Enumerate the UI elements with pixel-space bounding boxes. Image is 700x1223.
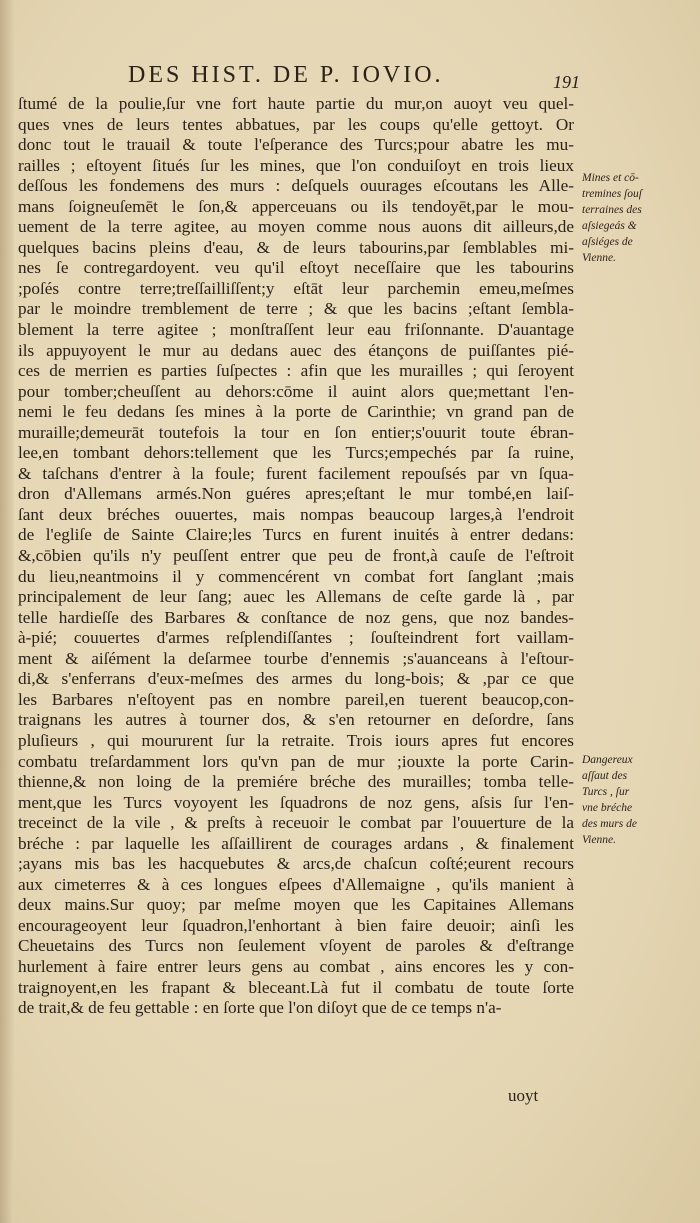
text-line: de l'egliſe de Sainte Claire;les Turcs en furent inuités à entrer dedans: xyxy=(18,525,574,545)
text-line: treceinct de la vile , & preſts à receuoir le combat par l'ouuerture de la xyxy=(18,813,574,833)
text-line: à-pié; couuertes d'armes reſplendiſſantes ; ſouſteindrent fort vaillam- xyxy=(18,628,574,648)
text-line: donc tout le trauail & toute l'eſperance des Turcs;pour abatre les mu- xyxy=(18,135,574,155)
margin-note-line: vne bréche xyxy=(582,802,633,814)
text-line: thienne,& non loing de la premiére bréche des murailles; tomba telle- xyxy=(18,772,574,792)
text-line: quelques bacins pleins d'eau, & de leurs tabourins,par ſemblables mi- xyxy=(18,237,574,257)
text-line: encourageoyent leur ſquadron,l'enhortant à bien faire deuoir; ainſi les xyxy=(18,915,574,935)
margin-note-line: Turcs , ſur xyxy=(582,786,630,798)
text-line: ;poſés contre terre;treſſailliſſent;y eſtāt leur parchemin emeu,meſmes xyxy=(18,278,574,298)
margin-note-assault xyxy=(582,752,690,848)
text-line: Cheuetains des Turcs non ſeulement vſoyent de paroles & d'eſtrange xyxy=(18,936,574,956)
running-head: DES HIST. DE P. IOVIO. xyxy=(128,62,444,88)
text-line: muraille;demeurāt toutefois la tour en ſon entier;s'ouurit toute ébran- xyxy=(18,422,574,442)
text-line: lee,en tombant dehors:tellement que les Turcs;empechés par ſa ruine, xyxy=(18,443,574,463)
text-line: ;ayans mis bas les hacquebutes & arcs,de chaſcun coſté;eurent recours xyxy=(18,854,574,874)
margin-note-line: Vienne. xyxy=(582,834,616,846)
text-line: mans ſoigneuſemēt le ſon,& apperceuans ou ils tendoyēt,par le mou- xyxy=(18,196,574,216)
binding-gutter xyxy=(0,0,14,1223)
text-line: ment,que les Turcs voyoyent les ſquadrons de noz gens, aſsis ſur l'en- xyxy=(18,792,574,812)
text-line: ces de merrien es parties ſuſpectes : afin que les murailles ; qui ſeroyent xyxy=(18,361,574,381)
margin-note-mines xyxy=(582,170,690,266)
margin-note-line: Dangereux xyxy=(582,754,633,766)
text-line: deux mains.Sur quoy; par meſme moyen que les Capitaines Allemans xyxy=(18,895,574,915)
text-line: di,& s'enferrans d'eux-meſmes des armes du long-bois; & ,par ce que xyxy=(18,669,574,689)
text-line: principalement de leur ſang; auec les Allemans de ceſte garde là , par xyxy=(18,587,574,607)
text-line: du lieu,neantmoins il y commencérent vn combat fort ſanglant ;mais xyxy=(18,566,574,586)
margin-note-line: des murs de xyxy=(582,818,637,830)
text-line: ſant deux bréches ouuertes, mais nompas beaucoup larges,à l'endroit xyxy=(18,504,574,524)
text-line: & taſchans d'entrer à la foule; furent facilement repouſsés par vn ſqua- xyxy=(18,463,574,483)
text-line: nemi le feu dedans ſes mines à la porte de Carinthie; vn grand pan de xyxy=(18,402,574,422)
text-line: pour tomber;cheuſſent au dehors:cōme il auint alors que;mettant l'en- xyxy=(18,381,574,401)
text-line: hurlement à faire entrer leurs gens au combat , ains encores les y con- xyxy=(18,956,574,976)
catchword: uoyt xyxy=(508,1086,539,1105)
text-line: dron d'Allemans armés.Non guéres apres;eſtant le mur tombé,en laiſ- xyxy=(18,484,574,504)
margin-note-line: terraines des xyxy=(582,204,642,216)
text-line: traignoyent,en les frapant & bleceant.Là fut il combatu de toute ſorte xyxy=(18,977,574,997)
margin-note-line: Mines et cō- xyxy=(582,172,639,184)
text-line: les Barbares n'eſtoyent pas en nombre pareil,en tuerent beaucop,con- xyxy=(18,689,574,709)
text-line: uement de la terre agitee, au moyen comme nous auons dit ailleurs,de xyxy=(18,217,574,237)
margin-note-line: aſsiegeás & xyxy=(582,220,637,232)
margin-note-line: aſſaut des xyxy=(582,770,628,782)
margin-note-line: aſsiéges de xyxy=(582,236,633,248)
text-line: deſſous les fondemens des murs : deſquels ouurages eſcoutans les Alle- xyxy=(18,176,574,196)
text-line: &,cōbien qu'ils n'y peuſſent entrer que peu de front,à cauſe de l'eſtroit xyxy=(18,546,574,566)
text-line: bréche : par laquelle les aſſaillirent de courages ardans , & finalement xyxy=(18,833,574,853)
main-text-block xyxy=(18,94,574,1019)
text-line: pluſieurs , qui moururent ſur la retraite. Trois iours apres fut encores xyxy=(18,730,574,750)
text-line: ment & aiſément la deſarmee tourbe d'ennemis ;s'auanceans à l'eſtour- xyxy=(18,648,574,668)
page-number: 191 xyxy=(553,72,580,92)
text-line: traignans les autres à tourner dos, & s'en retourner en deſordre, ſans xyxy=(18,710,574,730)
margin-note-line: Vienne. xyxy=(582,252,616,264)
text-line: combatu treſardamment lors qu'vn pan de mur ;iouxte la porte Carin- xyxy=(18,751,574,771)
text-line: ſtumé de la poulie,ſur vne fort haute partie du mur,on auoyt veu quel- xyxy=(18,94,574,113)
text-line: de trait,& de feu gettable : en ſorte que l'on diſoyt que de ce temps n'a- xyxy=(18,998,502,1018)
margin-note-line: tremines ſouſ xyxy=(582,188,642,200)
text-line: ques vnes de leurs tentes abbatues, par les coups qu'elle gettoyt. Or xyxy=(18,114,574,134)
text-line: nes ſe contregardoyent. veu qu'il eſtoyt neceſſaire que les tabourins xyxy=(18,258,574,278)
text-line: aux cimeterres & à ces longues eſpees d'Allemaigne , qu'ils manient à xyxy=(18,874,574,894)
text-line: ils appuyoyent le mur au dedans auec des étançons de puiſſantes pié- xyxy=(18,340,574,360)
text-line: blement la terre agitee ; monſtraſſent leur eau friſonnante. D'auantage xyxy=(18,320,574,340)
text-line: telle hardieſſe des Barbares & conſtance de noz gens, que noz bandes- xyxy=(18,607,574,627)
text-line: railles ; eſtoyent ſitués ſur les mines, que l'on conduiſoyt en trois lieux xyxy=(18,155,574,175)
text-line: par le moindre tremblement de terre ; & que les bacins ;eſtant ſembla- xyxy=(18,299,574,319)
